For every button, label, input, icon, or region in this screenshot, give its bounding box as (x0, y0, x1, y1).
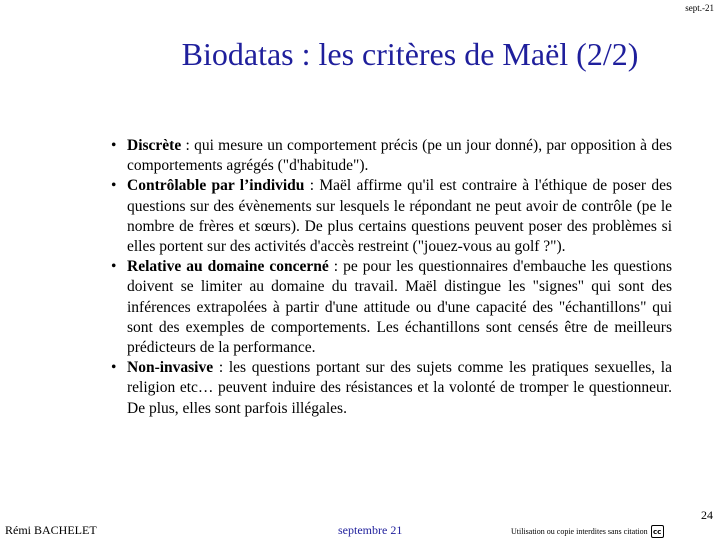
creative-commons-icon: cc (651, 525, 664, 538)
bullet-text: : qui mesure un comportement précis (pe un jour donné), par opposition à des comportements agrégés ("d'habitude"). (127, 137, 672, 175)
bullet-term: Discrète (127, 137, 182, 154)
footer-license (511, 525, 664, 538)
bullet-term: Non-invasive (127, 359, 214, 377)
bullet-marker: • (111, 359, 117, 377)
license-text: Utilisation ou copie interdites sans citation (511, 527, 648, 536)
bullet-term: Relative au domaine concerné (127, 258, 329, 276)
page-number: 24 (701, 508, 713, 522)
bullet-marker: • (111, 177, 117, 195)
footer-author: Rémi BACHELET (5, 523, 97, 537)
bullet-text: : les questions portant sur des sujets comme les pratiques sexuelles, la religion etc… peuvent induire des résistances et la volonté de tromper le questionneur. De plus, elles sont parfois illégales. (127, 359, 672, 417)
slide-title: Biodatas : les critères de Maël (2/2) (181, 36, 639, 72)
bullet-list (108, 136, 672, 419)
bullet-marker: • (111, 137, 117, 154)
footer-date: septembre 21 (338, 523, 403, 537)
bullet-item-controlable (108, 176, 672, 257)
bullet-item-non-invasive (108, 358, 672, 419)
header-date: sept.-21 (685, 3, 714, 13)
bullet-text: : Maël affirme qu'il est contraire à l'éthique de poser des questions sur des évènements sur lesquels le répondant ne peut avoir de contrôle (pe le nombre de frères et sœurs). De plus certains questions peuvent poser des problèmes si elles portent sur des activités d'accès restreint ("jouez-vous au golf ?"). (127, 177, 672, 256)
bullet-text: : pe pour les questionnaires d'embauche les questions doivent se limiter au domaine du travail. Maël distingue les "signes" qui sont des inférences extrapolées à partir d'une attitude ou d'une capacité des "échantillons" qui sont des exemples de comportements. Les échantillons sont censés être de meilleurs prédicteurs de la performance. (127, 258, 672, 357)
bullet-item-discrete (108, 136, 672, 176)
bullet-item-relative (108, 257, 672, 358)
bullet-term: Contrôlable par l’individu (127, 177, 305, 195)
bullet-marker: • (111, 258, 117, 276)
